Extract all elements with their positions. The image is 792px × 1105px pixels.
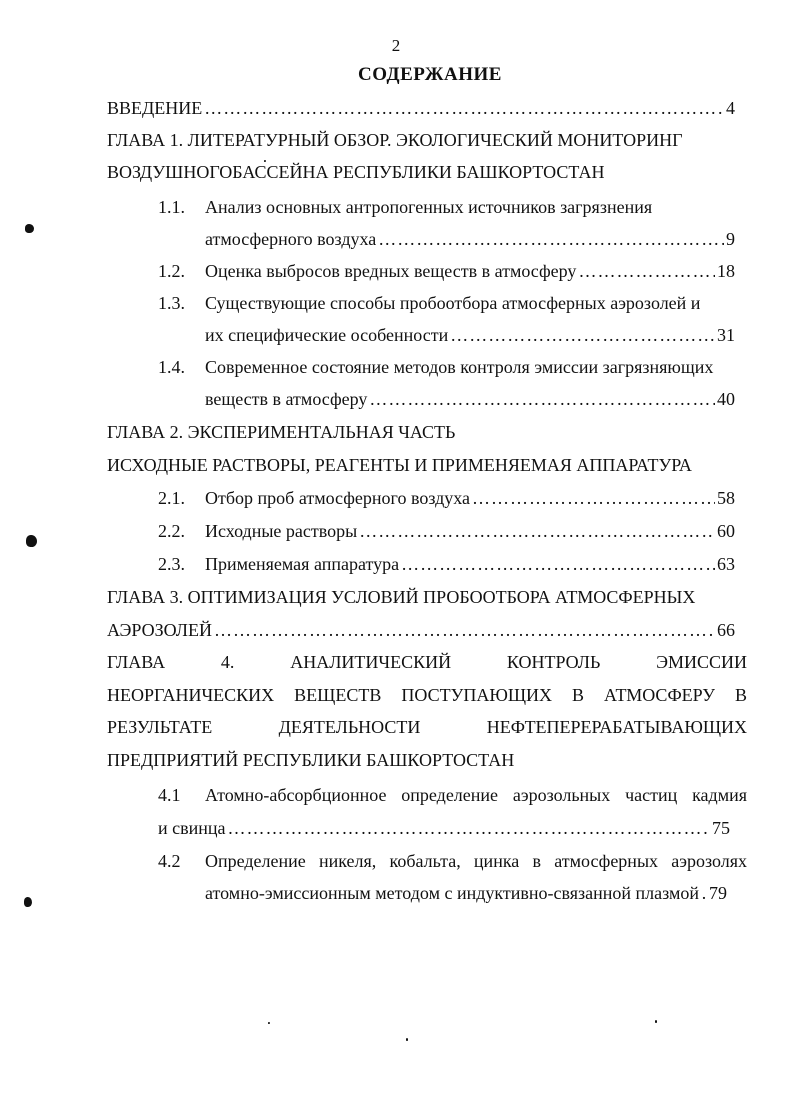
toc-section-1-1-line1[interactable]: Анализ основных антропогенных источников загрязнения: [205, 197, 653, 217]
toc-page-number: 40: [717, 389, 735, 409]
scan-speck: [655, 1020, 657, 1023]
toc-section-number: 2.2.: [158, 521, 185, 541]
toc-entry-title: атомно-эмиссионным методом с индуктивно-связанной плазмой: [205, 883, 700, 903]
toc-page-number: 18: [717, 261, 735, 281]
dot-leader: [701, 882, 707, 904]
toc-page-number: 63: [717, 554, 735, 574]
toc-page-number: 58: [717, 488, 735, 508]
toc-section-1-1-line2[interactable]: [205, 228, 735, 250]
toc-chapter-3-title-line2[interactable]: [107, 619, 735, 641]
toc-section-2-2[interactable]: [205, 520, 735, 542]
dot-leader: [378, 228, 724, 250]
toc-page-number: 79: [709, 883, 727, 903]
toc-chapter-2-title-line2[interactable]: ИСХОДНЫЕ РАСТВОРЫ, РЕАГЕНТЫ И ПРИМЕНЯЕМАЯ АППАРАТУРА: [107, 455, 692, 475]
toc-chapter-2-title-line1[interactable]: ГЛАВА 2. ЭКСПЕРИМЕНТАЛЬНАЯ ЧАСТЬ: [107, 422, 456, 442]
toc-entry-title: ВВЕДЕНИЕ: [107, 98, 203, 118]
toc-section-number: 1.2.: [158, 261, 185, 281]
toc-page-number: 66: [717, 620, 735, 640]
scan-speck: [24, 897, 32, 907]
toc-entry-title: Оценка выбросов вредных веществ в атмосферу: [205, 261, 577, 281]
toc-entry-title: Применяемая аппаратура: [205, 554, 400, 574]
scan-speck: [264, 160, 266, 162]
toc-entry-title: веществ в атмосферу: [205, 389, 368, 409]
toc-chapter-4-title-line3[interactable]: РЕЗУЛЬТАТЕ ДЕЯТЕЛЬНОСТИ НЕФТЕПЕРЕРАБАТЫВАЮЩИХ: [107, 717, 747, 737]
toc-section-4-2-line2[interactable]: [205, 882, 727, 904]
dot-leader: [472, 487, 715, 509]
toc-section-2-3[interactable]: [205, 553, 735, 575]
toc-entry-title: Отбор проб атмосферного воздуха: [205, 488, 471, 508]
toc-section-2-1[interactable]: [205, 487, 735, 509]
toc-section-4-1-line2[interactable]: [158, 817, 730, 839]
toc-entry-title: и свинца: [158, 818, 226, 838]
toc-entry-title: атмосферного воздуха: [205, 229, 377, 249]
toc-entry-intro[interactable]: [107, 97, 735, 119]
page-number: 2: [391, 36, 401, 55]
toc-section-1-3-line1[interactable]: Существующие способы пробоотбора атмосферных аэрозолей и: [205, 293, 701, 313]
toc-section-number: 1.4.: [158, 357, 185, 377]
dot-leader: [214, 619, 715, 641]
dot-leader: [204, 97, 724, 119]
toc-entry-title: Исходные растворы: [205, 521, 358, 541]
toc-heading: СОДЕРЖАНИЕ: [358, 64, 502, 85]
toc-page-number: 9: [726, 229, 735, 249]
dot-leader: [369, 388, 715, 410]
toc-section-1-4-line2[interactable]: [205, 388, 735, 410]
toc-chapter-4-title-line4[interactable]: ПРЕДПРИЯТИЙ РЕСПУБЛИКИ БАШКОРТОСТАН: [107, 750, 515, 770]
toc-section-1-3-line2[interactable]: [205, 324, 735, 346]
dot-leader: [450, 324, 715, 346]
toc-entry-title: АЭРОЗОЛЕЙ: [107, 620, 212, 640]
scan-speck: [268, 1022, 270, 1024]
toc-chapter-4-title-line2[interactable]: НЕОРГАНИЧЕСКИХ ВЕЩЕСТВ ПОСТУПАЮЩИХ В АТМОСФЕРУ В: [107, 685, 747, 705]
scan-speck: [25, 224, 34, 233]
toc-section-1-2[interactable]: [205, 260, 735, 282]
dot-leader: [359, 520, 715, 542]
toc-entry-title: их специфические особенности: [205, 325, 449, 345]
dot-leader: [228, 817, 710, 839]
toc-section-number: 4.1: [158, 785, 181, 805]
toc-section-1-4-line1[interactable]: Современное состояние методов контроля эмиссии загрязняющих: [205, 357, 714, 377]
toc-chapter-1-title-line1[interactable]: ГЛАВА 1. ЛИТЕРАТУРНЫЙ ОБЗОР. ЭКОЛОГИЧЕСКИЙ МОНИТОРИНГ: [107, 130, 683, 150]
toc-page-number: 60: [717, 521, 735, 541]
scan-speck: [26, 535, 37, 547]
dot-leader: [578, 260, 715, 282]
toc-chapter-1-title-line2[interactable]: ВОЗДУШНОГОБАССЕЙНА РЕСПУБЛИКИ БАШКОРТОСТАН: [107, 162, 605, 182]
toc-section-number: 4.2: [158, 851, 181, 871]
toc-section-number: 1.1.: [158, 197, 185, 217]
toc-chapter-4-title-line1[interactable]: ГЛАВА 4. АНАЛИТИЧЕСКИЙ КОНТРОЛЬ ЭМИССИИ: [107, 652, 747, 672]
toc-page-number: 75: [712, 818, 730, 838]
toc-chapter-3-title-line1[interactable]: ГЛАВА 3. ОПТИМИЗАЦИЯ УСЛОВИЙ ПРОБООТБОРА АТМОСФЕРНЫХ: [107, 587, 696, 607]
toc-section-number: 2.3.: [158, 554, 185, 574]
toc-page-number: 4: [726, 98, 735, 118]
toc-section-4-2-line1[interactable]: Определение никеля, кобальта, цинка в атмосферных аэрозолях: [205, 851, 747, 871]
dot-leader: [401, 553, 715, 575]
scan-speck: [406, 1038, 408, 1041]
toc-section-number: 2.1.: [158, 488, 185, 508]
toc-page-number: 31: [717, 325, 735, 345]
toc-section-4-1-line1[interactable]: Атомно-абсорбционное определение аэрозольных частиц кадмия: [205, 785, 747, 805]
toc-section-number: 1.3.: [158, 293, 185, 313]
